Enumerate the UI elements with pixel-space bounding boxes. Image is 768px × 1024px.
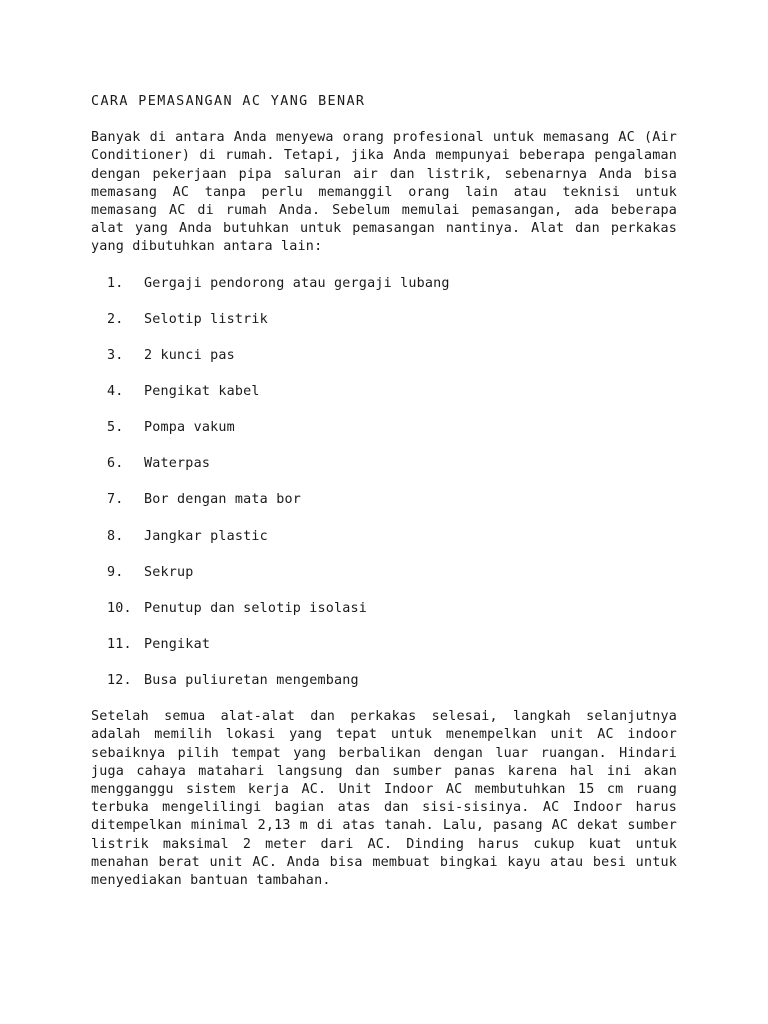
list-item-number: 4. (107, 384, 124, 400)
list-item (91, 600, 677, 618)
list-item-text: Pengikat kabel (144, 384, 260, 400)
intro-paragraph: Banyak di antara Anda menyewa orang profesional untuk memasang AC (Air Conditioner) di rumah. Tetapi, jika Anda mempunyai beberapa pengalaman dengan pekerjaan pipa saluran air dan listrik, sebenarnya Anda bisa memasang AC tanpa perlu memanggil orang lain atau teknisi untuk memasang AC di rumah Anda. Sebelum memulai pemasangan, ada beberapa alat yang Anda butuhkan untuk pemasangan nantinya. Alat dan perkakas yang dibutuhkan antara lain: (91, 130, 677, 255)
list-item-number: 2. (107, 311, 124, 327)
document-body (91, 93, 677, 890)
list-item (91, 419, 677, 437)
list-item-text: Jangkar plastic (144, 528, 268, 544)
list-item-number: 7. (107, 492, 124, 508)
tools-list (91, 275, 677, 691)
list-item-number: 1. (107, 275, 124, 291)
list-item (91, 275, 677, 293)
list-item-text: Bor dengan mata bor (144, 492, 301, 508)
list-item (91, 383, 677, 401)
list-item-number: 12. (107, 673, 132, 689)
list-item-number: 3. (107, 347, 124, 363)
list-item-text: Gergaji pendorong atau gergaji lubang (144, 275, 450, 291)
list-item-number: 10. (107, 600, 132, 616)
list-item (91, 455, 677, 473)
list-item-number: 5. (107, 420, 124, 436)
closing-paragraph: Setelah semua alat-alat dan perkakas selesai, langkah selanjutnya adalah memilih lokasi yang tepat untuk menempelkan unit AC indoor sebaiknya pilih tempat yang berbalikan dengan luar ruangan. Hindari juga cahaya matahari langsung dan sumber panas karena hal ini akan mengganggu sistem kerja AC. Unit Indoor AC membutuhkan 15 cm ruang terbuka mengelilingi bagian atas dan sisi-sisinya. AC Indoor harus ditempelkan minimal 2,13 m di atas tanah. Lalu, pasang AC dekat sumber listrik maksimal 2 meter dari AC. Dinding harus cukup kuat untuk menahan berat unit AC. Anda bisa membuat bingkai kayu atau besi untuk menyediakan bantuan tambahan. (91, 709, 677, 888)
list-item-text: Penutup dan selotip isolasi (144, 600, 368, 616)
list-item (91, 672, 677, 690)
list-item (91, 564, 677, 582)
list-item-text: Busa puliuretan mengembang (144, 673, 359, 689)
list-item-number: 6. (107, 456, 124, 472)
list-item-number: 9. (107, 564, 124, 580)
document-title: CARA PEMASANGAN AC YANG BENAR (91, 94, 366, 109)
list-item-text: Pengikat (144, 637, 211, 653)
list-item (91, 347, 677, 365)
list-item-text: Waterpas (144, 456, 211, 472)
list-item (91, 491, 677, 509)
list-item-text: 2 kunci pas (144, 347, 235, 363)
list-item (91, 636, 677, 654)
list-item-text: Sekrup (144, 564, 194, 580)
list-item (91, 311, 677, 329)
list-item-number: 11. (107, 637, 132, 653)
list-item (91, 528, 677, 546)
list-item-text: Pompa vakum (144, 420, 235, 436)
list-item-text: Selotip listrik (144, 311, 268, 327)
list-item-number: 8. (107, 528, 124, 544)
